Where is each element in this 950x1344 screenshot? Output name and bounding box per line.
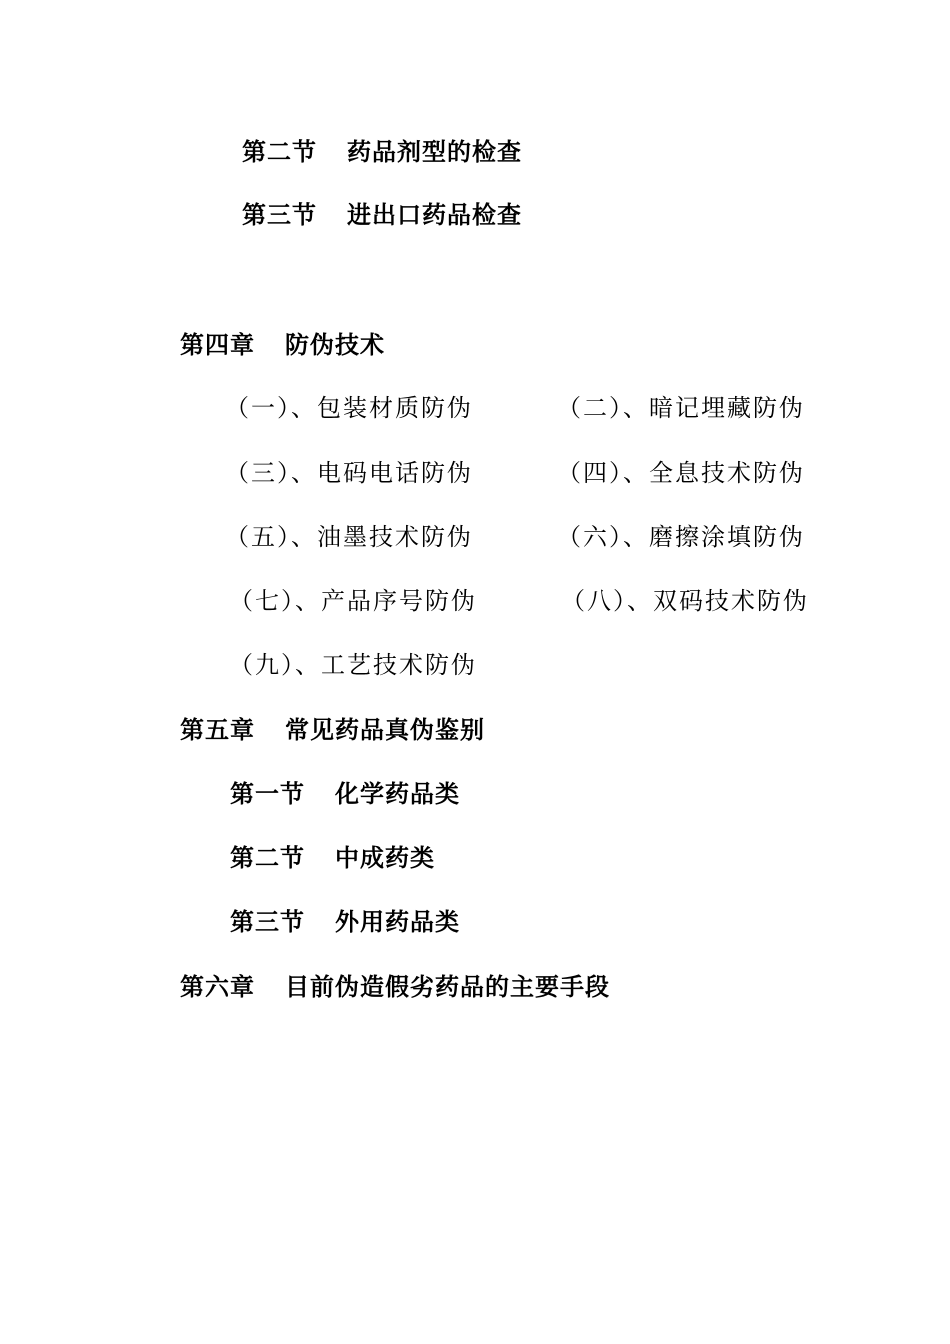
chapter-label: 第五章 xyxy=(180,716,255,744)
section-label: 第二节 xyxy=(242,138,317,166)
chapter-label: 第六章 xyxy=(180,973,255,1001)
toc-item: （三）、电码电话防伪 xyxy=(225,459,473,487)
chapter-title: 目前伪造假劣药品的主要手段 xyxy=(285,973,610,1001)
toc-item: （一）、包装材质防伪 xyxy=(225,394,473,422)
toc-item: （八）、双码技术防伪 xyxy=(561,587,809,615)
section-label: 第二节 xyxy=(230,844,305,872)
toc-item: （四）、全息技术防伪 xyxy=(557,459,805,487)
toc-entry-chapter5 xyxy=(180,715,485,745)
toc-entry-ch5-section3 xyxy=(230,907,460,937)
section-label: 第一节 xyxy=(230,780,305,808)
chapter-title: 常见药品真伪鉴别 xyxy=(285,716,485,744)
section-label: 第三节 xyxy=(230,908,305,936)
section-title: 药品剂型的检查 xyxy=(347,138,522,166)
toc-item: （五）、油墨技术防伪 xyxy=(225,523,473,551)
toc-entry-chapter6 xyxy=(180,972,610,1002)
toc-entry-ch5-section2 xyxy=(230,843,435,873)
section-title: 化学药品类 xyxy=(335,780,460,808)
toc-item: （九）、工艺技术防伪 xyxy=(229,651,477,679)
chapter-label: 第四章 xyxy=(180,331,255,359)
toc-item: （二）、暗记埋藏防伪 xyxy=(557,394,805,422)
section-label: 第三节 xyxy=(242,201,317,229)
chapter-title: 防伪技术 xyxy=(285,331,385,359)
toc-item: （六）、磨擦涂填防伪 xyxy=(557,523,805,551)
toc-entry-chapter4 xyxy=(180,330,385,360)
toc-entry-ch3-section3 xyxy=(242,200,522,230)
toc-item: （七）、产品序号防伪 xyxy=(229,587,477,615)
section-title: 中成药类 xyxy=(335,844,435,872)
section-title: 进出口药品检查 xyxy=(347,201,522,229)
toc-entry-ch3-section2 xyxy=(242,137,522,167)
section-title: 外用药品类 xyxy=(335,908,460,936)
toc-entry-ch5-section1 xyxy=(230,779,460,809)
